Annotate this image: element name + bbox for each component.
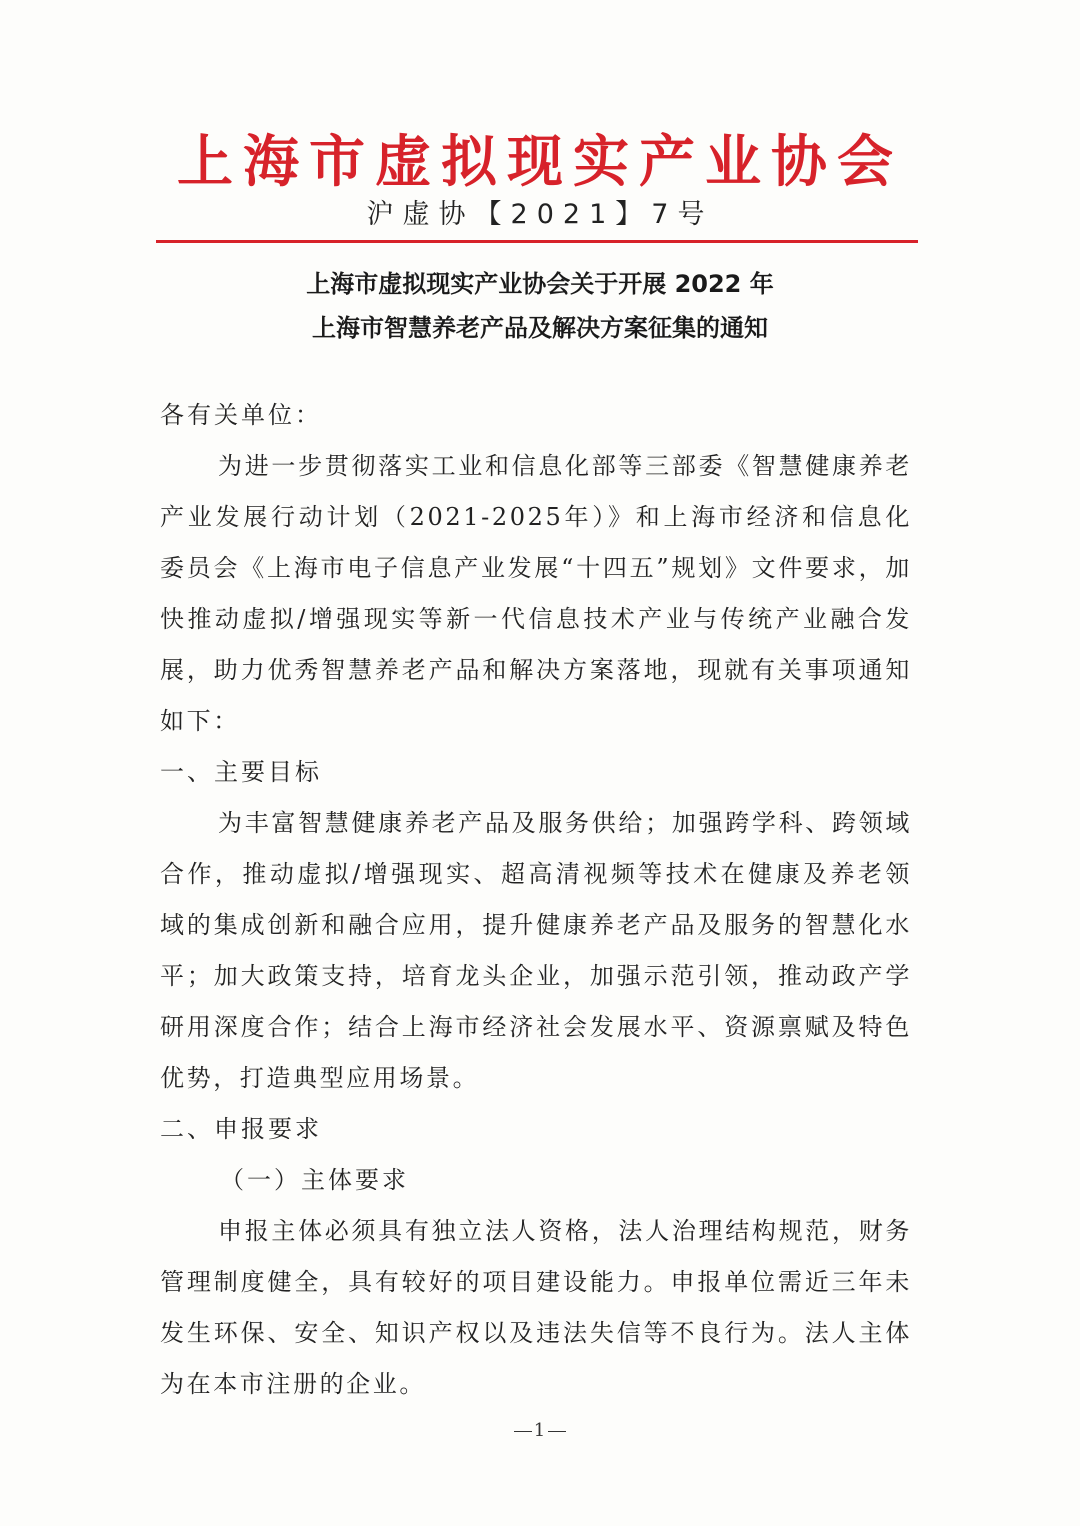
- salutation: 各有关单位：: [160, 401, 322, 429]
- goals-paragraph: 为丰富智慧健康养老产品及服务供给；加强跨学科、跨领域合作，推动虚拟/增强现实、超高清视频等技术在健康及养老领域的集成创新和融合应用，提升健康养老产品及服务的智慧化水平；加大政策支持，培育龙头企业，加强示范引领，推动政产学研用深度合作；结合上海市经济社会发展水平、资源禀赋及特色优势，打造典型应用场景。: [160, 809, 912, 1092]
- page-number-dash-left: [514, 1431, 532, 1432]
- notice-title-line-2: 上海市智慧养老产品及解决方案征集的通知: [312, 314, 768, 342]
- page-number: [0, 1420, 1080, 1441]
- section-heading-goals: 一、主要目标: [160, 758, 322, 786]
- document-number: 沪虚协【2021】7号: [366, 199, 714, 230]
- notice-title-line-1: 上海市虚拟现实产业协会关于开展 2022 年: [306, 270, 774, 298]
- org-title: 上海市虚拟现实产业协会: [177, 130, 903, 195]
- subsection-heading-entity: （一）主体要求: [220, 1166, 409, 1194]
- entity-requirements-paragraph: 申报主体必须具有独立法人资格，法人治理结构规范，财务管理制度健全，具有较好的项目建设能力。申报单位需近三年未发生环保、安全、知识产权以及违法失信等不良行为。法人主体为在本市注册的企业。: [160, 1217, 912, 1398]
- page-number-dash-right: [548, 1431, 566, 1432]
- intro-paragraph: 为进一步贯彻落实工业和信息化部等三部委《智慧健康养老产业发展行动计划（2021-2025年）》和上海市经济和信息化委员会《上海市电子信息产业发展“十四五”规划》文件要求，加快推动虚拟/增强现实等新一代信息技术产业与传统产业融合发展，助力优秀智慧养老产品和解决方案落地，现就有关事项通知如下：: [160, 452, 912, 735]
- section-heading-requirements: 二、申报要求: [160, 1115, 322, 1143]
- page-number-value: 1: [533, 1420, 547, 1441]
- red-divider: [156, 240, 918, 243]
